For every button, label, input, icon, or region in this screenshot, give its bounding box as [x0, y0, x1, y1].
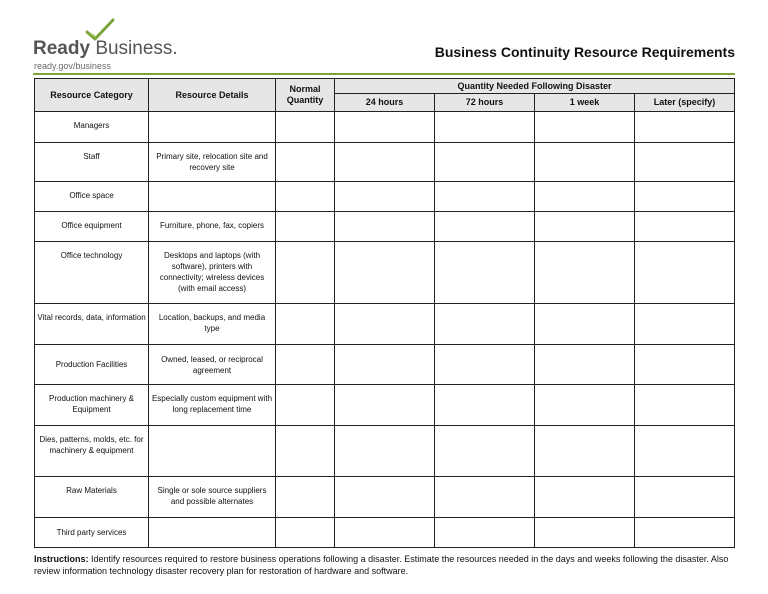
row-category: Office technology — [35, 242, 149, 304]
quantity-1week-cell[interactable] — [535, 143, 635, 182]
document-title: Business Continuity Resource Requirements — [434, 44, 735, 60]
quantity-1week-cell[interactable] — [535, 385, 635, 426]
table-row — [35, 518, 735, 548]
normal-quantity-cell[interactable] — [276, 242, 335, 304]
page-header — [33, 18, 735, 74]
normal-quantity-cell[interactable] — [276, 304, 335, 345]
quantity-later-cell[interactable] — [635, 477, 735, 518]
quantity-1week-cell[interactable] — [535, 242, 635, 304]
header-1-week: 1 week — [535, 94, 635, 112]
row-category: Third party services — [35, 518, 149, 548]
quantity-72h-cell[interactable] — [435, 182, 535, 212]
brand-name — [33, 38, 178, 60]
quantity-24h-cell[interactable] — [335, 182, 435, 212]
quantity-later-cell[interactable] — [635, 143, 735, 182]
header-72-hours: 72 hours — [435, 94, 535, 112]
quantity-1week-cell[interactable] — [535, 304, 635, 345]
brand-name-light: Business. — [95, 38, 178, 59]
normal-quantity-cell[interactable] — [276, 477, 335, 518]
normal-quantity-cell[interactable] — [276, 143, 335, 182]
quantity-later-cell[interactable] — [635, 242, 735, 304]
quantity-24h-cell[interactable] — [335, 345, 435, 385]
table-row — [35, 212, 735, 242]
row-details: Location, backups, and media type — [149, 304, 276, 345]
quantity-24h-cell[interactable] — [335, 242, 435, 304]
instructions-label: Instructions: — [34, 554, 89, 564]
quantity-1week-cell[interactable] — [535, 477, 635, 518]
ready-business-logo — [33, 18, 203, 74]
quantity-24h-cell[interactable] — [335, 212, 435, 242]
table-row — [35, 112, 735, 143]
row-details: Owned, leased, or reciprocal agreement — [149, 345, 276, 385]
quantity-24h-cell[interactable] — [335, 426, 435, 477]
table-row — [35, 242, 735, 304]
normal-quantity-cell[interactable] — [276, 345, 335, 385]
brand-url: ready.gov/business — [34, 61, 111, 71]
row-category: Managers — [35, 112, 149, 143]
quantity-1week-cell[interactable] — [535, 518, 635, 548]
normal-quantity-cell[interactable] — [276, 385, 335, 426]
quantity-72h-cell[interactable] — [435, 426, 535, 477]
row-details — [149, 182, 276, 212]
quantity-72h-cell[interactable] — [435, 385, 535, 426]
normal-quantity-cell[interactable] — [276, 426, 335, 477]
header-resource-category: Resource Category — [35, 79, 149, 112]
quantity-1week-cell[interactable] — [535, 212, 635, 242]
quantity-24h-cell[interactable] — [335, 304, 435, 345]
quantity-72h-cell[interactable] — [435, 242, 535, 304]
row-details: Desktops and laptops (with software), printers with connectivity; wireless devices (with email access) — [149, 242, 276, 304]
header-later: Later (specify) — [635, 94, 735, 112]
quantity-24h-cell[interactable] — [335, 477, 435, 518]
quantity-later-cell[interactable] — [635, 345, 735, 385]
table-row — [35, 385, 735, 426]
quantity-72h-cell[interactable] — [435, 477, 535, 518]
row-category: Office equipment — [35, 212, 149, 242]
table-row — [35, 182, 735, 212]
table-row — [35, 426, 735, 477]
header-normal-quantity: Normal Quantity — [276, 79, 335, 112]
row-category: Vital records, data, information — [35, 304, 149, 345]
normal-quantity-cell[interactable] — [276, 518, 335, 548]
row-category: Production machinery & Equipment — [35, 385, 149, 426]
quantity-24h-cell[interactable] — [335, 518, 435, 548]
quantity-72h-cell[interactable] — [435, 112, 535, 143]
table-row — [35, 143, 735, 182]
quantity-later-cell[interactable] — [635, 304, 735, 345]
quantity-1week-cell[interactable] — [535, 112, 635, 143]
quantity-later-cell[interactable] — [635, 385, 735, 426]
brand-name-bold: Ready — [33, 38, 91, 59]
quantity-later-cell[interactable] — [635, 426, 735, 477]
quantity-72h-cell[interactable] — [435, 212, 535, 242]
row-details — [149, 426, 276, 477]
quantity-1week-cell[interactable] — [535, 426, 635, 477]
row-category: Production Facilities — [35, 345, 149, 385]
quantity-later-cell[interactable] — [635, 212, 735, 242]
quantity-later-cell[interactable] — [635, 112, 735, 143]
quantity-24h-cell[interactable] — [335, 385, 435, 426]
table-row — [35, 477, 735, 518]
row-details: Especially custom equipment with long replacement time — [149, 385, 276, 426]
quantity-later-cell[interactable] — [635, 182, 735, 212]
quantity-1week-cell[interactable] — [535, 182, 635, 212]
quantity-72h-cell[interactable] — [435, 345, 535, 385]
instructions — [34, 553, 739, 577]
header-24-hours: 24 hours — [335, 94, 435, 112]
header-rule — [33, 73, 735, 75]
row-details — [149, 518, 276, 548]
quantity-72h-cell[interactable] — [435, 518, 535, 548]
row-details — [149, 112, 276, 143]
normal-quantity-cell[interactable] — [276, 212, 335, 242]
normal-quantity-cell[interactable] — [276, 112, 335, 143]
instructions-text: Identify resources required to restore business operations following a disaster. Estimate the resources needed in the days and weeks following the disaster. Also review information technology disaster recovery plan for restoration of hardware and software. — [34, 554, 729, 576]
quantity-24h-cell[interactable] — [335, 143, 435, 182]
row-category: Staff — [35, 143, 149, 182]
normal-quantity-cell[interactable] — [276, 182, 335, 212]
quantity-24h-cell[interactable] — [335, 112, 435, 143]
row-category: Raw Materials — [35, 477, 149, 518]
quantity-1week-cell[interactable] — [535, 345, 635, 385]
quantity-later-cell[interactable] — [635, 518, 735, 548]
header-quantity-needed: Quantity Needed Following Disaster — [335, 79, 735, 94]
header-resource-details: Resource Details — [149, 79, 276, 112]
resource-requirements-table — [34, 78, 735, 548]
quantity-72h-cell[interactable] — [435, 304, 535, 345]
table-row — [35, 345, 735, 385]
row-details: Furniture, phone, fax, copiers — [149, 212, 276, 242]
table-row — [35, 304, 735, 345]
row-details: Primary site, relocation site and recovery site — [149, 143, 276, 182]
quantity-72h-cell[interactable] — [435, 143, 535, 182]
row-category: Dies, patterns, molds, etc. for machinery & equipment — [35, 426, 149, 477]
row-details: Single or sole source suppliers and possible alternates — [149, 477, 276, 518]
row-category: Office space — [35, 182, 149, 212]
